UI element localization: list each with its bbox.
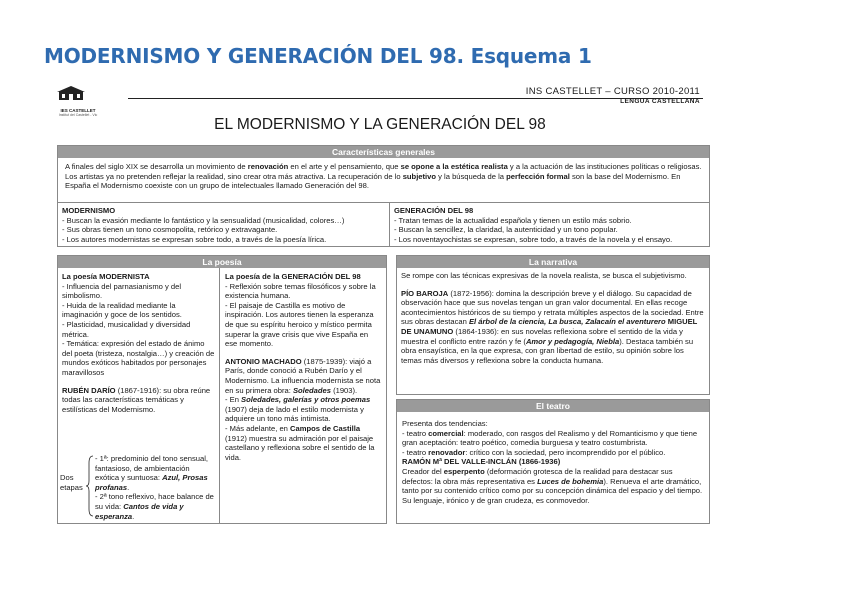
text-run: A finales del siglo XIX se desarrolla un movimiento de [65,162,248,171]
list-item: - Reflexión sobre temas filosóficos y sobre la existencia humana. [225,281,376,301]
poesia-box [57,255,387,524]
list-item: - Tratan temas de la actualidad española y tienen un estilo más sobrio. [394,215,632,225]
brace-icon [86,455,94,517]
general-heading: Características generales [58,146,709,158]
list-item: - Buscan la sencillez, la claridad, la autenticidad y un tono popular. [394,225,618,235]
text-run: renovador [428,447,466,457]
text-run: se opone a la estética realista [400,162,508,171]
text-run: Creador del [402,466,444,476]
course-line: INS CASTELLET – CURSO 2010-2011 [525,86,700,97]
gen98-list [394,216,705,245]
course-header [526,86,700,105]
text-run: perfección formal [506,171,570,181]
valle-name: RAMÓN Mª DEL VALLE-INCLÁN (1866-1936) [402,457,561,467]
text-run: . [132,511,135,521]
page-title: MODERNISMO Y GENERACIÓN DEL 98. Esquema 1 [44,44,592,68]
school-name: IES CASTELLET [60,108,96,113]
gen98-title: GENERACIÓN DEL 98 [394,206,474,215]
list-item: - Los autores modernistas se expresan sobre todo, a través de la poesía lírica. [62,234,327,244]
text-run: (1903). [330,385,358,395]
text-run: ). Destaca también su obra ensayística, en la que expresa, con gran libertad de estilo, su opinión sobre los temas más diversos y reflexiona sobre la conducta humana. [401,336,694,365]
text-run: - Más adelante, en [225,423,291,433]
poesia-modernista-title: La poesía MODERNISTA [62,272,150,281]
text-run: El árbol de la ciencia, La busca, Zalacaín el aventurero [468,317,666,327]
list-item: - Buscan la evasión mediante lo fantástico y la sensualidad (musicalidad, colores…) [62,215,345,225]
header-rule [128,98,703,99]
school-building-icon [56,85,86,101]
list-item: - El paisaje de Castilla es motivo de inspiración. Los autores tienen la esperanza de que su espíritu heroico y místico permita superar la grave crisis que vive España en ese momento. [225,300,374,349]
modernismo-title: MODERNISMO [62,206,116,215]
general-characteristics-box [57,145,710,247]
school-logo [56,85,100,117]
dario-name: RUBÉN DARÍO [62,385,116,395]
general-intro [58,158,709,203]
text-run: - En [225,395,242,405]
list-item: - Sus obras tienen un tono cosmopolita, retórico y extravagante. [62,225,278,235]
text-run: renovación [247,162,289,171]
text-run: PÍO BAROJA [401,288,449,298]
list-item: - Influencia del parnasianismo y del simbolismo. [62,281,182,301]
text-run: Luces de bohemia [537,476,604,486]
text-run: (1912) muestra su admiración por el paisaje castellano y reflexiona sobre el sentido de la vida. [225,433,375,462]
text-run: : crítico con la sociedad, pero incomprendido por el público. [465,447,666,457]
text-run: (1872-1956): domina la descripción breve y el diálogo. Su capacidad de observación hace que sus novelas tengan un gran valor documental. En ellas recoge acontecimientos históricos de su tiempo y retrata múltiples aspectos de la sociedad. Entre sus obras destacan [401,288,704,327]
modernismo-column [58,203,390,247]
narrativa-heading: La narrativa [397,256,709,268]
text-run: Amor y pedagogía, Niebla [525,336,620,346]
dario-stages [95,454,215,521]
text-run: (deformación grotesca de la realidad para destacar sus defectos: la obra más representativa es [402,466,673,486]
poesia-modernista-list [62,282,215,378]
text-run: - teatro [402,428,429,438]
machado-paragraph-2 [225,395,381,424]
machado-paragraph-3 [225,424,381,462]
dario-stage-2 [95,492,215,521]
subject-line: LENGUA CASTELLANA [620,98,700,105]
poesia-gen98-title: La poesía de la GENERACIÓN DEL 98 [225,272,361,281]
machado-paragraph [225,357,381,395]
teatro-line-1: Presenta dos tendencias: [402,419,488,428]
dario-stage-1 [95,454,215,492]
school-tagline: Institut del Castellet - Vic [58,113,98,117]
text-run: (1875-1939): viajó a París, donde conoció a Rubén Darío y el Modernismo. La influencia modernista se nota en su primera obra: [225,356,381,395]
teatro-line-2 [402,429,704,448]
poesia-modernista-column [58,268,220,523]
text-run: Azul, Prosas profanas [95,473,208,492]
text-run: (1864-1936): en sus novelas reflexiona sobre el sentido de la vida y muestra el conflicto entre razón y fe ( [401,326,683,346]
text-run: . [127,482,130,492]
text-run: subjetivo [402,171,437,181]
list-item: - Los noventayochistas se expresan, sobre todo, a través de la novela y el ensayo. [394,234,673,244]
text-run: ANTONIO MACHADO [225,356,302,366]
text-run: son la base del Modernismo. En España el Modernismo coexiste con un grupo de intelectuales llamado Generación del 98. [65,171,681,191]
narrativa-intro: Se rompe con las técnicas expresivas de la novela realista, se busca el subjetivismo. [401,271,687,280]
text-run: y a la actuación de las instituciones políticas o religiosas. Los artistas ya no pretenden reflejar la realidad, sino crear otra más atractiva. La recuperación de lo [65,162,702,181]
text-run: Campos de Castilla [290,423,361,433]
text-run: : moderado, con rasgos del Realismo y del Romanticismo y que tiene gran aceptación: teatro poético, comedia burguesa y teatro costumbrista. [402,428,698,448]
gen98-column [390,203,709,247]
dario-paragraph [62,386,215,415]
text-run: y la búsqueda de la [436,171,507,181]
text-run: Soledades, galerías y otros poemas [241,395,371,405]
teatro-heading: El teatro [397,400,709,412]
narrativa-box [396,255,710,395]
teatro-line-4 [402,467,704,505]
text-run: (1907) deja de lado el estilo modernista y adquiere un tono más intimista. [225,404,364,424]
etapas-label: Dos etapas [60,473,83,492]
text-run: - 2ª tono reflexivo, hace balance de su vida: [95,492,214,511]
list-item: - Temática: expresión del estado de ánimo del poeta (tristeza, nostalgia…) y creación de mundos exóticos habitados por personajes maravillosos [62,339,215,377]
poesia-gen98-column [220,268,386,523]
teatro-box [396,399,710,524]
poesia-heading: La poesía [58,256,386,268]
text-run: MIGUEL DE UNAMUNO [401,317,698,336]
text-run: - teatro [402,447,429,457]
poesia-gen98-list [225,282,381,349]
text-run: Soledades [292,385,331,395]
text-run: en el arte y el pensamiento, que [288,162,401,171]
document-title: EL MODERNISMO Y LA GENERACIÓN DEL 98 [214,116,546,133]
dario-text: (1867-1916): su obra reúne todas las características temáticas y estilísticas del Modernismo. [62,385,211,414]
list-item: - Huida de la realidad mediante la imaginación y goce de los sentidos. [62,300,182,320]
teatro-line-3 [402,448,704,458]
list-item: - Plasticidad, musicalidad y diversidad métrica. [62,319,191,339]
narrativa-body [401,289,705,366]
modernismo-list [62,216,385,245]
text-run: - 1ª: predominio del tono sensual, fantasioso, de ambientación exótica y suntuosa: [95,454,208,483]
text-run: ). Renueva el arte dramático, tanto por su contenido crítico como por su concepción dinámica del espacio y del tiempo. Su lenguaje, irónico y de gran crudeza, es conmovedor. [402,476,703,505]
text-run: esperpento [443,466,485,476]
text-run: Cantos de vida y esperanza [95,501,184,521]
text-run: comercial [428,428,464,438]
